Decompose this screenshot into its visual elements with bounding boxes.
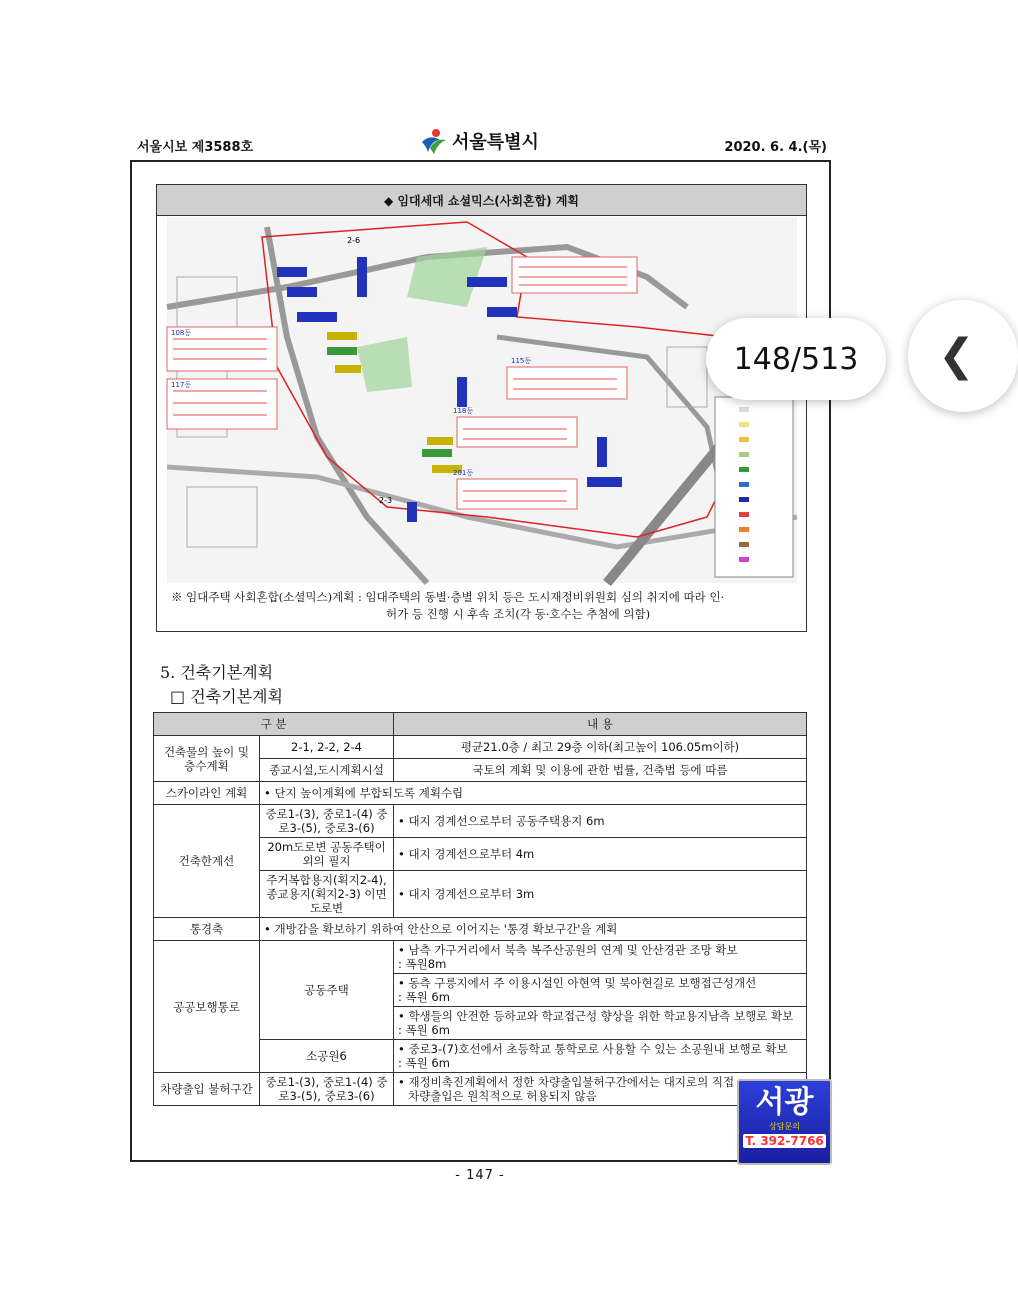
map-label-201: 201동 bbox=[453, 469, 474, 477]
table-cell: 차량출입 불허구간 bbox=[154, 1073, 260, 1106]
map-label-117: 117동 bbox=[171, 381, 192, 389]
table-cell: 통경축 bbox=[154, 918, 260, 941]
agency-badge bbox=[737, 1079, 832, 1165]
cell-line: • 중로3-(7)호선에서 초등학교 통학로로 사용할 수 있는 소공원내 보행로 확보 bbox=[398, 1042, 788, 1056]
table-cell: • 대지 경계선으로부터 4m bbox=[394, 838, 807, 871]
cell-line: : 폭원8m bbox=[398, 957, 447, 971]
cell-line: : 폭원 6m bbox=[398, 1023, 450, 1037]
section-subheading: □ 건축기본계획 bbox=[170, 687, 283, 706]
table-cell: 공동주택 bbox=[260, 941, 394, 1040]
social-mix-map-panel bbox=[156, 184, 807, 632]
table-cell: 중로1-(3), 중로1-(4) 중로3-(5), 중로3-(6) bbox=[260, 805, 394, 838]
table-row bbox=[154, 941, 807, 974]
page-nav-button[interactable] bbox=[908, 300, 1018, 412]
map-label-2-6: 2-6 bbox=[347, 236, 361, 245]
map-label-108: 108동 bbox=[171, 329, 192, 337]
cell-line: 차량출입은 원칙적으로 허용되지 않음 bbox=[408, 1089, 597, 1103]
table-cell: 공공보행통로 bbox=[154, 941, 260, 1073]
cell-line: : 폭원 6m bbox=[398, 990, 450, 1004]
table-cell: 20m도로변 공동주택이외의 필지 bbox=[260, 838, 394, 871]
table-cell: • 대지 경계선으로부터 공동주택용지 6m bbox=[394, 805, 807, 838]
table-cell bbox=[394, 1007, 807, 1040]
map-label-2-3: 2-3 bbox=[379, 496, 393, 505]
table-cell: • 단지 높이계획에 부합되도록 계획수립 bbox=[260, 782, 807, 805]
map-note-line1: ※ 임대주택 사회혼합(소셜믹스)계획 : 임대주택의 동별·층별 위치 등은 도시재정비위원회 심의 취지에 따라 인· bbox=[171, 590, 725, 604]
seoul-logo-icon bbox=[420, 128, 448, 154]
table-header-content: 내 용 bbox=[394, 713, 807, 736]
table-cell: 종교시설,도시계획시설 bbox=[260, 759, 394, 782]
map-label-118: 118동 bbox=[453, 407, 474, 415]
table-row bbox=[154, 1073, 807, 1106]
seoul-logo-group bbox=[420, 128, 539, 154]
table-cell: • 대지 경계선으로부터 3m bbox=[394, 871, 807, 918]
badge-name: 서광 bbox=[755, 1085, 814, 1120]
badge-phone: T. 392-7766 bbox=[743, 1134, 826, 1148]
map-label-115: 115동 bbox=[511, 357, 532, 365]
table-cell: 건축한계선 bbox=[154, 805, 260, 918]
bulletin-date: 2020. 6. 4.(목) bbox=[724, 140, 827, 155]
bulletin-issue: 서울시보 제3588호 bbox=[137, 140, 254, 155]
table-cell: 2-1, 2-2, 2-4 bbox=[260, 736, 394, 759]
site-plan-map bbox=[167, 217, 797, 583]
cell-line: • 재정비촉진계획에서 정한 차량출입불허구간에서는 대지로의 직접 bbox=[398, 1075, 735, 1089]
table-cell: 소공원6 bbox=[260, 1040, 394, 1073]
cell-line: • 동측 구릉지에서 주 이용시설인 아현역 및 북아현길로 보행접근성개선 bbox=[398, 976, 757, 990]
table-header-category: 구 분 bbox=[154, 713, 394, 736]
chevron-left-icon: ❮ bbox=[938, 330, 975, 381]
cell-line: • 학생들의 안전한 등하교와 학교접근성 향상을 위한 학교용지남측 보행로 확보 bbox=[398, 1009, 794, 1023]
cell-line: • 남측 가구거리에서 북측 복주산공원의 연계 및 안산경관 조망 확보 bbox=[398, 943, 738, 957]
table-cell: 국토의 계획 및 이용에 관한 법률, 건축법 등에 따름 bbox=[394, 759, 807, 782]
building-plan-table bbox=[153, 712, 807, 1106]
table-row bbox=[154, 736, 807, 759]
map-note bbox=[171, 589, 795, 623]
badge-sub: 상담문의 bbox=[769, 1122, 800, 1131]
table-row bbox=[154, 805, 807, 838]
cell-line: : 폭원 6m bbox=[398, 1056, 450, 1070]
table-cell bbox=[394, 1040, 807, 1073]
table-row bbox=[154, 782, 807, 805]
table-cell: 스카이라인 계획 bbox=[154, 782, 260, 805]
map-note-line2: 허가 등 진행 시 후속 조치(각 동·호수는 추첨에 의함) bbox=[386, 607, 651, 621]
section-heading: 5. 건축기본계획 bbox=[160, 663, 274, 682]
map-title: ◆ 임대세대 쇼셜믹스(사회혼합) 계획 bbox=[157, 185, 806, 216]
table-cell: 중로1-(3), 중로1-(4) 중로3-(5), 중로3-(6) bbox=[260, 1073, 394, 1106]
table-header-row bbox=[154, 713, 807, 736]
table-cell: 평균21.0층 / 최고 29층 이하(최고높이 106.05m이하) bbox=[394, 736, 807, 759]
table-cell bbox=[394, 941, 807, 974]
table-cell: 건축물의 높이 및 층수계획 bbox=[154, 736, 260, 782]
page-counter: 148/513 bbox=[706, 318, 886, 400]
seoul-org-name: 서울특별시 bbox=[452, 132, 539, 153]
table-cell bbox=[394, 974, 807, 1007]
table-cell: 주거복합용지(획지2-4), 종교용지(획지2-3) 이면도로변 bbox=[260, 871, 394, 918]
table-cell: • 개방감을 확보하기 위하여 안산으로 이어지는 '통경 확보구간'을 계획 bbox=[260, 918, 807, 941]
page-number: - 147 - bbox=[455, 1168, 505, 1183]
table-row bbox=[154, 918, 807, 941]
